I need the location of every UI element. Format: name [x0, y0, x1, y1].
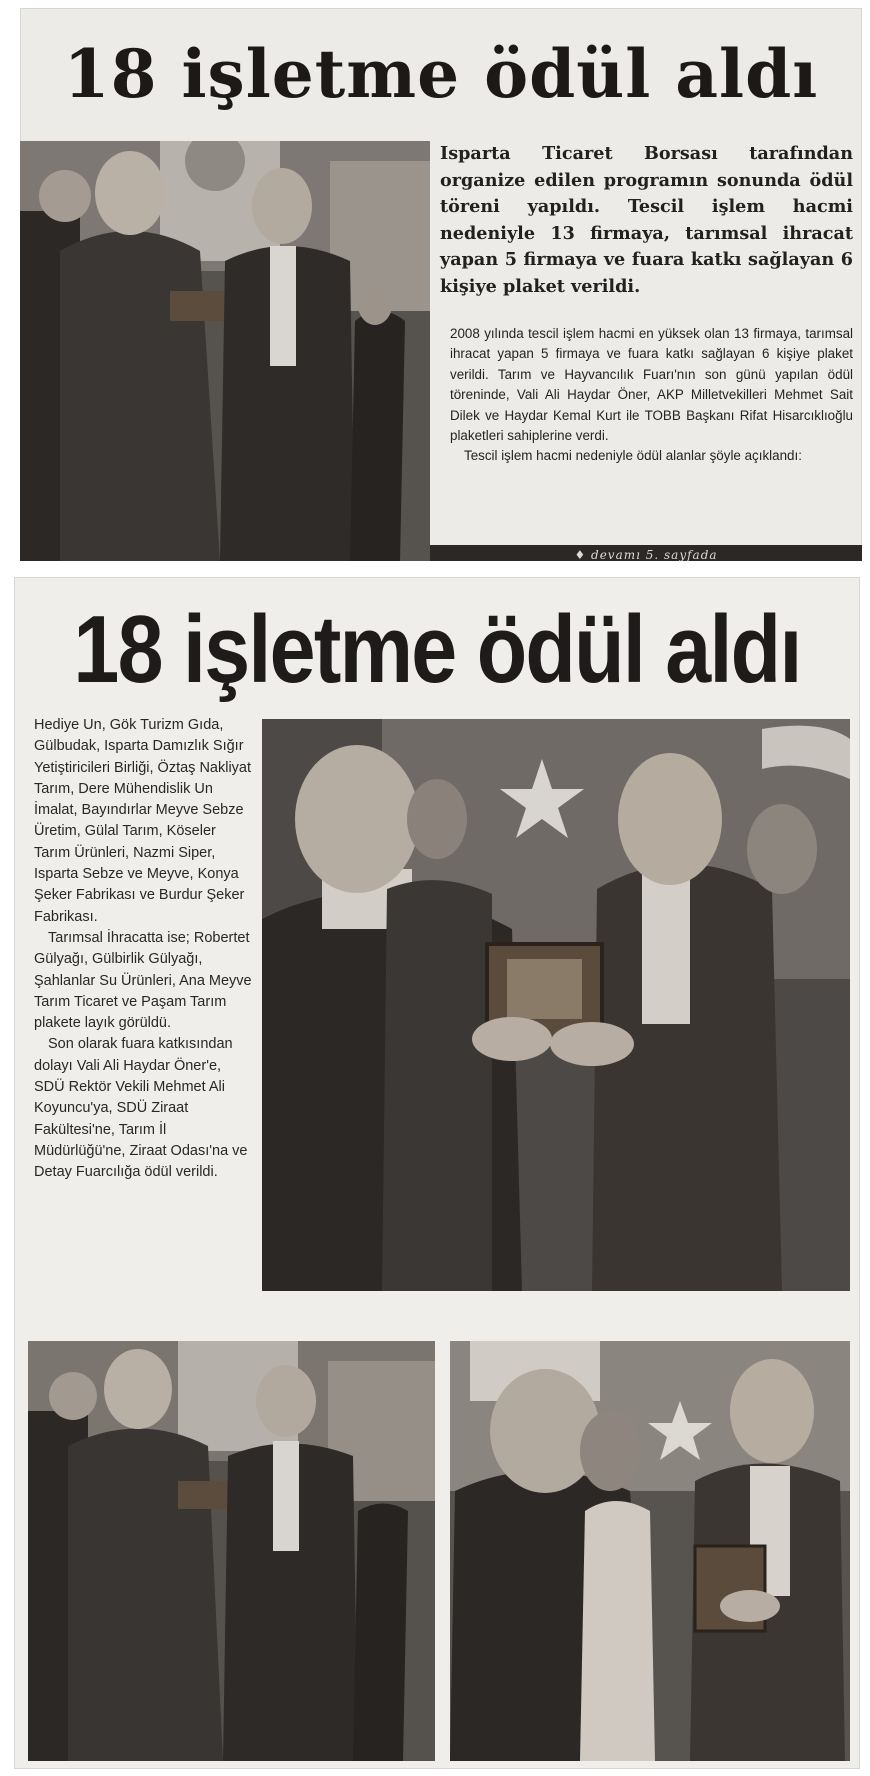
award-photo-large: [262, 719, 850, 1291]
continued-on-page-5: ♦ devamı 5. sayfada: [430, 545, 862, 561]
award-photo-1: [20, 141, 430, 561]
body-paragraph: Hediye Un, Gök Turizm Gıda, Gülbudak, Isparta Damızlık Sığır Yetiştiricileri Birliği, Öztaş Nakliyat Tarım, Dere Mühendislik Un İmalat, Bayındırlar Meyve Sebze Üretim, Gülal Tarım, Köseler Tarım Ürünleri, Nazmi Siper, Isparta Sebze ve Meyve, Konya Şeker Fabrikası ve Burdur Şeker Fabrikası.: [34, 717, 252, 925]
newspaper-clipping-1: [20, 8, 862, 561]
body-paragraph: 2008 yılında tescil işlem hacmi en yüksek olan 13 firmaya, tarımsal ihracat yapan 5 firmaya ve fuara katkı sağlayan 6 kişiye plaket verildi. Tarım ve Hayvancılık Fuarı'nın son günü yapılan ödül töreninde, Vali Ali Haydar Öner, AKP Milletvekilleri Mehmet Sait Dilek ve Haydar Kemal Kurt ile TOBB Başkanı Rifat Hisarcıklıoğlu plaketleri sahiplerine verdi.: [450, 326, 853, 444]
body-paragraph: Son olarak fuara katkısından dolayı Vali Ali Haydar Öner'e, SDÜ Rektör Vekili Mehmet Ali Koyuncu'ya, SDÜ Ziraat Fakültesi'ne, Tarım İl Müdürlüğü'ne, Ziraat Odası'na ve Detay Fuarcılığa ödül verildi.: [34, 1036, 248, 1181]
award-photo-bottom-right: [450, 1341, 850, 1761]
lead-paragraph: Isparta Ticaret Borsası tarafından organize edilen programın sonunda ödül töreni yapıldı. Tescil işlem hacmi nedeniyle 13 firmaya, tarımsal ihracat yapan 5 firmaya ve fuara katkı sağlayan 6 kişiye plaket verildi.: [440, 143, 853, 297]
headline-1: 18 işletme ödül aldı: [63, 35, 819, 113]
headline-2: 18 işletme ödül aldı: [73, 596, 801, 703]
article-body-2: [34, 715, 254, 1184]
newspaper-clipping-2: [14, 577, 860, 1769]
body-paragraph: Tescil işlem hacmi nedeniyle ödül alanlar şöyle açıklandı:: [464, 448, 802, 464]
article-body-1: [450, 324, 853, 467]
award-photo-bottom-left: [28, 1341, 435, 1761]
body-paragraph: Tarımsal İhracatta ise; Robertet Gülyağı, Gülbirlik Gülyağı, Şahlanlar Su Ürünleri, Ana Meyve Tarım Ticaret ve Paşam Tarım plakete layık görüldü.: [34, 929, 252, 1032]
